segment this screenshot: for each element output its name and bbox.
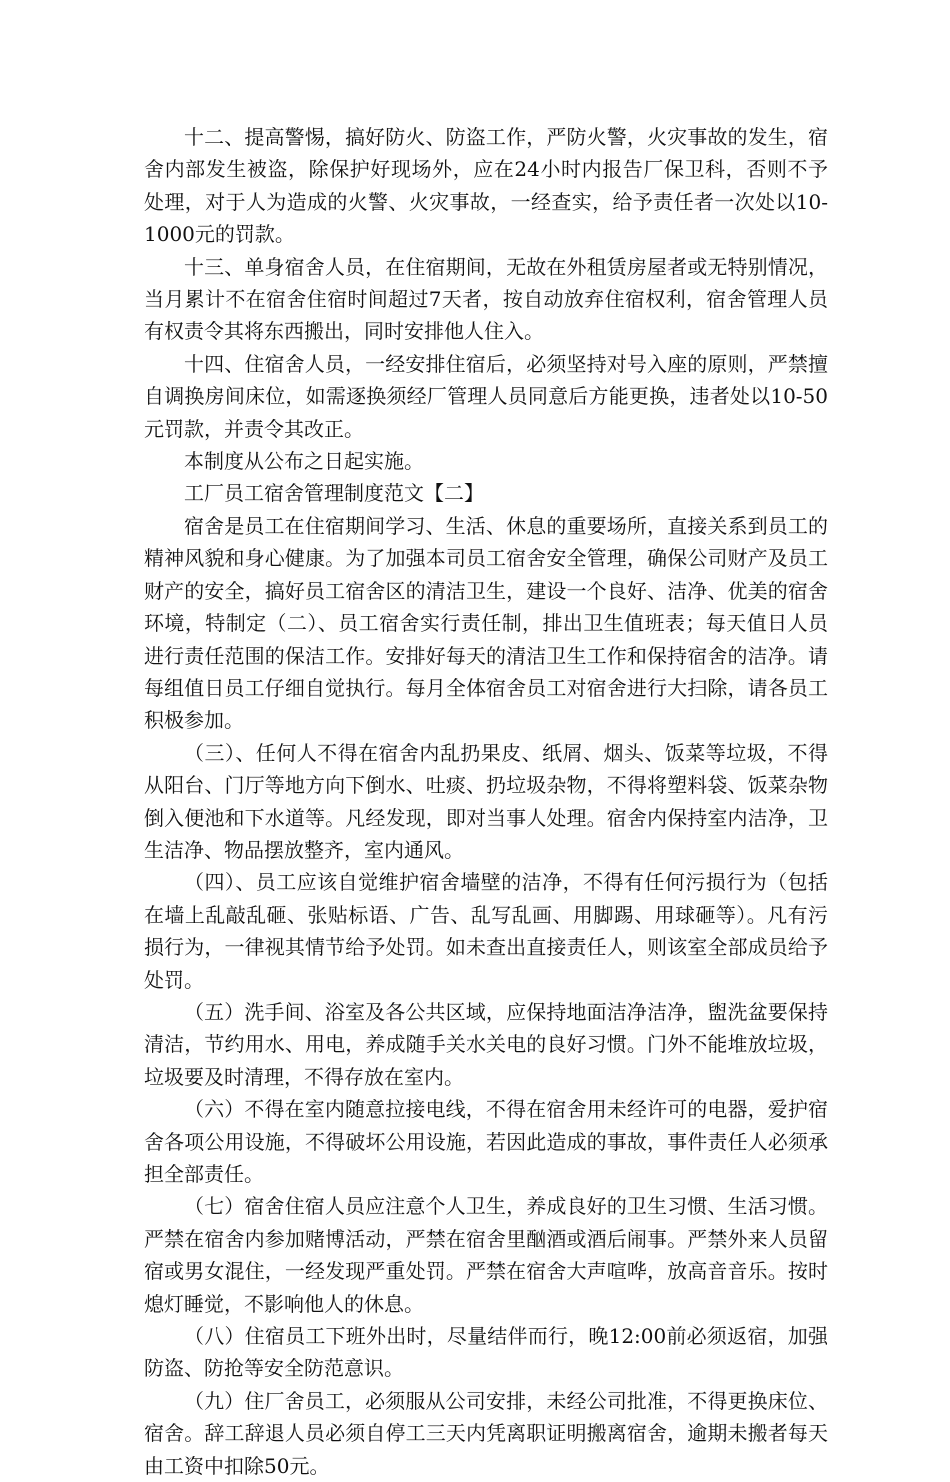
paragraph-item-8: （八）住宿员工下班外出时，尽量结伴而行，晚12:00前必须返宿，加强防盗、防抢等安全防范意识。 [144,1324,828,1381]
paragraph-effective-date: 本制度从公布之日起实施。 [184,449,424,474]
paragraph-article-14: 十四、住宿舍人员，一经安排住宿后，必须坚持对号入座的原则，严禁擅自调换房间床位，如需逐换须经厂管理人员同意后方能更换，违者处以10-50元罚款，并责令其改正。 [144,351,828,441]
paragraph-item-7: （七）宿舍住宿人员应注意个人卫生，养成良好的卫生习惯、生活习惯。严禁在宿舍内参加赌博活动，严禁在宿舍里酗酒或酒后闹事。严禁外来人员留宿或男女混住，一经发现严重处罚。严禁在宿舍大声喧哗，放高音音乐。按时熄灯睡觉，不影响他人的休息。 [144,1194,828,1316]
section-heading-2: 工厂员工宿舍管理制度范文【二】 [184,481,484,506]
document-body [144,121,828,1482]
paragraph-item-5: （五）洗手间、浴室及各公共区域，应保持地面洁净洁净，盥洗盆要保持清洁，节约用水、用电，养成随手关水关电的良好习惯。门外不能堆放垃圾，垃圾要及时清理，不得存放在室内。 [144,999,828,1089]
paragraph-item-6: （六）不得在室内随意拉接电线，不得在宿舍用未经许可的电器，爱护宿舍各项公用设施，不得破坏公用设施，若因此造成的事故，事件责任人必须承担全部责任。 [144,1097,828,1186]
paragraph-article-12: 十二、提高警惕，搞好防火、防盗工作，严防火警，火灾事故的发生，宿舍内部发生被盗，除保护好现场外，应在24小时内报告厂保卫科，否则不予处理，对于人为造成的火警、火灾事故，一经查实，给予责任者一次处以10-1000元的罚款。 [144,125,828,247]
paragraph-item-3: （三）、任何人不得在宿舍内乱扔果皮、纸屑、烟头、饭菜等垃圾，不得从阳台、门厅等地方向下倒水、吐痰、扔垃圾杂物，不得将塑料袋、饭菜杂物倒入便池和下水道等。凡经发现，即对当事人处理。宿舍内保持室内洁净，卫生洁净、物品摆放整齐，室内通风。 [144,740,828,862]
paragraph-intro: 宿舍是员工在住宿期间学习、生活、休息的重要场所，直接关系到员工的精神风貌和身心健康。为了加强本司员工宿舍安全管理，确保公司财产及员工财产的安全，搞好员工宿舍区的清洁卫生，建设一个良好、洁净、优美的宿舍环境，特制定（二）、员工宿舍实行责任制，排出卫生值班表；每天值日人员进行责任范围的保洁工作。安排好每天的清洁卫生工作和保持宿舍的洁净。请每组值日员工仔细自觉执行。每月全体宿舍员工对宿舍进行大扫除，请各员工积极参加。 [144,513,828,733]
paragraph-article-13: 十三、单身宿舍人员，在住宿期间，无故在外租赁房屋者或无特别情况，当月累计不在宿舍住宿时间超过7天者，按自动放弃住宿权利，宿舍管理人员有权责令其将东西搬出，同时安排他人住入。 [144,254,828,344]
paragraph-item-9: （九）住厂舍员工，必须服从公司安排，未经公司批准，不得更换床位、宿舍。辞工辞退人员必须自停工三天内凭离职证明搬离宿舍，逾期未搬者每天由工资中扣除50元。 [144,1388,828,1478]
paragraph-item-4: （四）、员工应该自觉维护宿舍墙壁的洁净，不得有任何污损行为（包括在墙上乱敲乱砸、张贴标语、广告、乱写乱画、用脚踢、用球砸等）。凡有污损行为，一律视其情节给予处罚。如未查出直接责任人，则该室全部成员给予处罚。 [144,870,828,992]
